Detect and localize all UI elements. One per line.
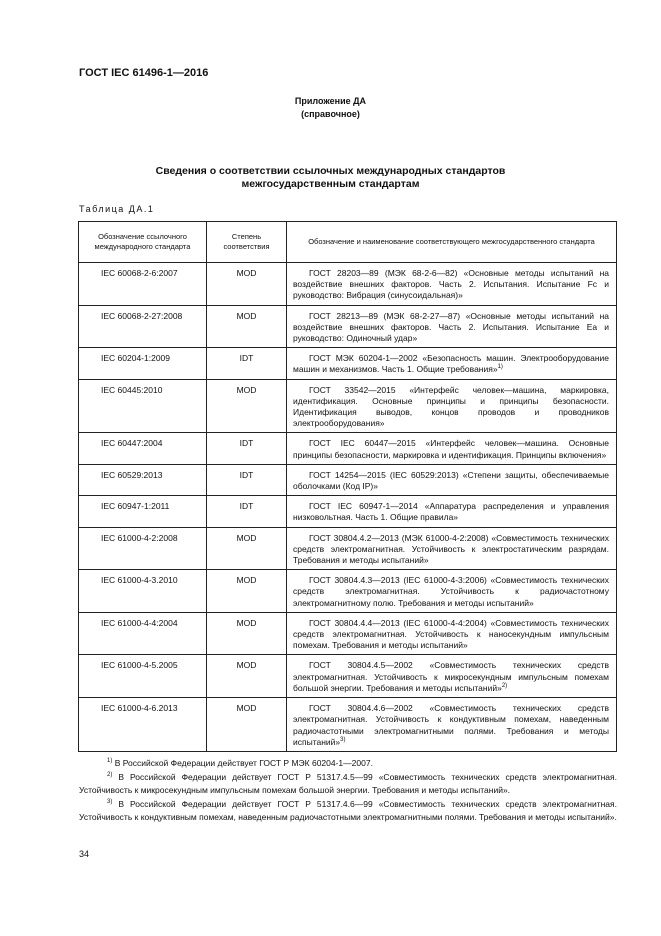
footnote: [79, 755, 617, 769]
cell-text: ГОСТ 28203—89 (МЭК 68-2-6—82) «Основные методы испытаний на воздействие внешних факторов. Часть 2. Испытания. Испытание Fc и руководство: Вибрация (синусоидальная)»: [293, 268, 609, 301]
footnote-text: В Российской Федерации действует ГОСТ Р МЭК 60204-1—2007.: [112, 757, 373, 768]
table-row: [79, 433, 617, 464]
table-row: [79, 570, 617, 613]
footnote: [79, 769, 617, 796]
cell-ref-standard: IEC 61000-4-3.2010: [79, 570, 207, 613]
appendix-subtitle: (справочное): [301, 109, 360, 119]
cell-text: ГОСТ МЭК 60204-1—2002 «Безопасность машин. Электрооборудование машин и механизмов. Часть 1. Общие требования»: [293, 353, 609, 375]
header-ref-standard: Обозначение ссылочного международного стандарта: [79, 222, 207, 263]
cell-degree: IDT: [207, 464, 287, 495]
footnote-text: В Российской Федерации действует ГОСТ Р 51317.4.6—99 «Совместимость технических средств электромагнитная. Устойчивость к кондуктивным помехам, наведенным радиочастотными электромагнитными полями. Требования и методы испытаний».: [79, 799, 617, 822]
footnote-text: В Российской Федерации действует ГОСТ Р 51317.4.5—99 «Совместимость технических средств электромагнитная. Устойчивость к микросекундным импульсным помехам большой энергии. Требования и методы испытаний».: [79, 772, 617, 795]
cell-degree: IDT: [207, 496, 287, 527]
footnote: [79, 796, 617, 823]
appendix-title: Приложение ДА: [294, 96, 367, 106]
cell-interstate-standard: [287, 464, 617, 495]
section-title-line-1: Сведения о соответствии ссылочных международных стандартов: [155, 165, 506, 177]
cell-degree: MOD: [207, 698, 287, 752]
cell-text: ГОСТ 30804.4.3—2013 (IEC 61000-4-3:2006) «Совместимость технических средств электромагнитная. Устойчивость к радиочастотному электромагнитному полю. Требования и методы испытаний»: [293, 575, 609, 608]
cell-text: ГОСТ 33542—2015 «Интерфейс человек—машина, маркировка, идентификация. Основные принципы и принципы безопасности. Идентификация выводов, концов проводов и проводников электрооборудования»: [293, 384, 609, 429]
footnote-mark: 2): [107, 772, 113, 779]
table-row: [79, 698, 617, 752]
cell-ref-standard: IEC 61000-4-4:2004: [79, 612, 207, 655]
cell-degree: MOD: [207, 612, 287, 655]
cell-ref-standard: IEC 60529:2013: [79, 464, 207, 495]
cell-interstate-standard: [287, 527, 617, 570]
document-header: ГОСТ IEC 61496-1—2016: [79, 67, 209, 79]
cell-ref-standard: IEC 60947-1:2011: [79, 496, 207, 527]
header-interstate-standard: Обозначение и наименование соответствующего межгосударственного стандарта: [287, 222, 617, 263]
cell-interstate-standard: [287, 263, 617, 306]
cell-ref-standard: IEC 60068-2-27:2008: [79, 305, 207, 348]
cell-interstate-standard: [287, 698, 617, 752]
footnote-marker: 1): [497, 364, 503, 371]
cell-text: ГОСТ 28213—89 (МЭК 68-2-27—87) «Основные методы испытаний на воздействие внешних факторов. Часть 2. Испытания. Испытание Ea и руководство: Одиночный удар»: [293, 310, 609, 344]
table-body: [79, 263, 617, 752]
cell-degree: MOD: [207, 655, 287, 698]
cell-interstate-standard: [287, 655, 617, 698]
table-row: [79, 464, 617, 495]
cell-ref-standard: IEC 60447:2004: [79, 433, 207, 464]
footnotes: [79, 755, 617, 823]
footnote-mark: 3): [107, 799, 113, 806]
cell-ref-standard: IEC 60445:2010: [79, 379, 207, 433]
table-row: [79, 655, 617, 698]
cell-degree: MOD: [207, 263, 287, 306]
cell-interstate-standard: [287, 433, 617, 464]
page-number: 34: [79, 849, 90, 859]
cell-interstate-standard: [287, 379, 617, 433]
table-row: [79, 496, 617, 527]
footnote-marker: 2): [501, 683, 508, 690]
appendix-heading: [0, 95, 661, 121]
footnote-divider: [79, 751, 143, 752]
cell-interstate-standard: [287, 496, 617, 527]
section-title-line-2: межгосударственным стандартам: [241, 178, 420, 190]
cell-text: ГОСТ 30804.4.2—2013 (МЭК 61000-4-2:2008) «Совместимость технических средств электромагнитная. Устойчивость к электростатическим разрядам. Требования и методы испытаний»: [293, 532, 609, 566]
cell-degree: MOD: [207, 305, 287, 348]
cell-ref-standard: IEC 61000-4-2:2008: [79, 527, 207, 570]
cell-text: ГОСТ 14254—2015 (IEC 60529:2013) «Степени защиты, обеспечиваемые оболочками (Код IP)»: [293, 469, 609, 492]
footnote-marker: 3): [340, 736, 346, 743]
cell-ref-standard: IEC 60204-1:2009: [79, 348, 207, 379]
cell-ref-standard: IEC 60068-2-6:2007: [79, 263, 207, 306]
cell-text: ГОСТ IEC 60447—2015 «Интерфейс человек—машина. Основные принципы безопасности, маркировка и идентификация. Принципы включения»: [293, 438, 609, 460]
cell-degree: MOD: [207, 527, 287, 570]
table-row: [79, 379, 617, 433]
cell-degree: MOD: [207, 379, 287, 433]
table-row: [79, 305, 617, 348]
cell-ref-standard: IEC 61000-4-6.2013: [79, 698, 207, 752]
cell-text: ГОСТ 30804.4.5—2002 «Совместимость технических средств электромагнитная. Устойчивость к микросекундным импульсным помехам большой энергии. Требования и методы испытаний»: [293, 660, 609, 693]
table-row: [79, 527, 617, 570]
cell-text: ГОСТ IEC 60947-1—2014 «Аппаратура распределения и управления низковольтная. Часть 1. Общие правила»: [293, 501, 609, 523]
table-header-row: [79, 222, 617, 263]
cell-interstate-standard: [287, 305, 617, 348]
cell-interstate-standard: [287, 612, 617, 655]
footnote-mark: 1): [107, 758, 113, 764]
table-caption: Таблица ДА.1: [79, 204, 155, 214]
cell-ref-standard: IEC 61000-4-5.2005: [79, 655, 207, 698]
cell-interstate-standard: [287, 570, 617, 613]
cell-text: ГОСТ 30804.4.6—2002 «Совместимость технических средств электромагнитная. Устойчивость к кондуктивным помехам, наведенным радиочастотными электромагнитными полями. Требования и методы испытаний»: [293, 703, 609, 747]
section-title: [0, 165, 661, 191]
table-row: [79, 612, 617, 655]
correspondence-table: [78, 221, 617, 752]
header-degree: Степень соответствия: [207, 222, 287, 263]
cell-interstate-standard: [287, 348, 617, 379]
cell-degree: MOD: [207, 570, 287, 613]
cell-degree: IDT: [207, 433, 287, 464]
cell-degree: IDT: [207, 348, 287, 379]
cell-text: ГОСТ 30804.4.4—2013 (IEC 61000-4-4:2004) «Совместимость технических средств электромагнитная. Устойчивость к наносекундным импульсным помехам. Требования и методы испытаний»: [293, 617, 609, 651]
table-row: [79, 263, 617, 306]
table-row: [79, 348, 617, 379]
